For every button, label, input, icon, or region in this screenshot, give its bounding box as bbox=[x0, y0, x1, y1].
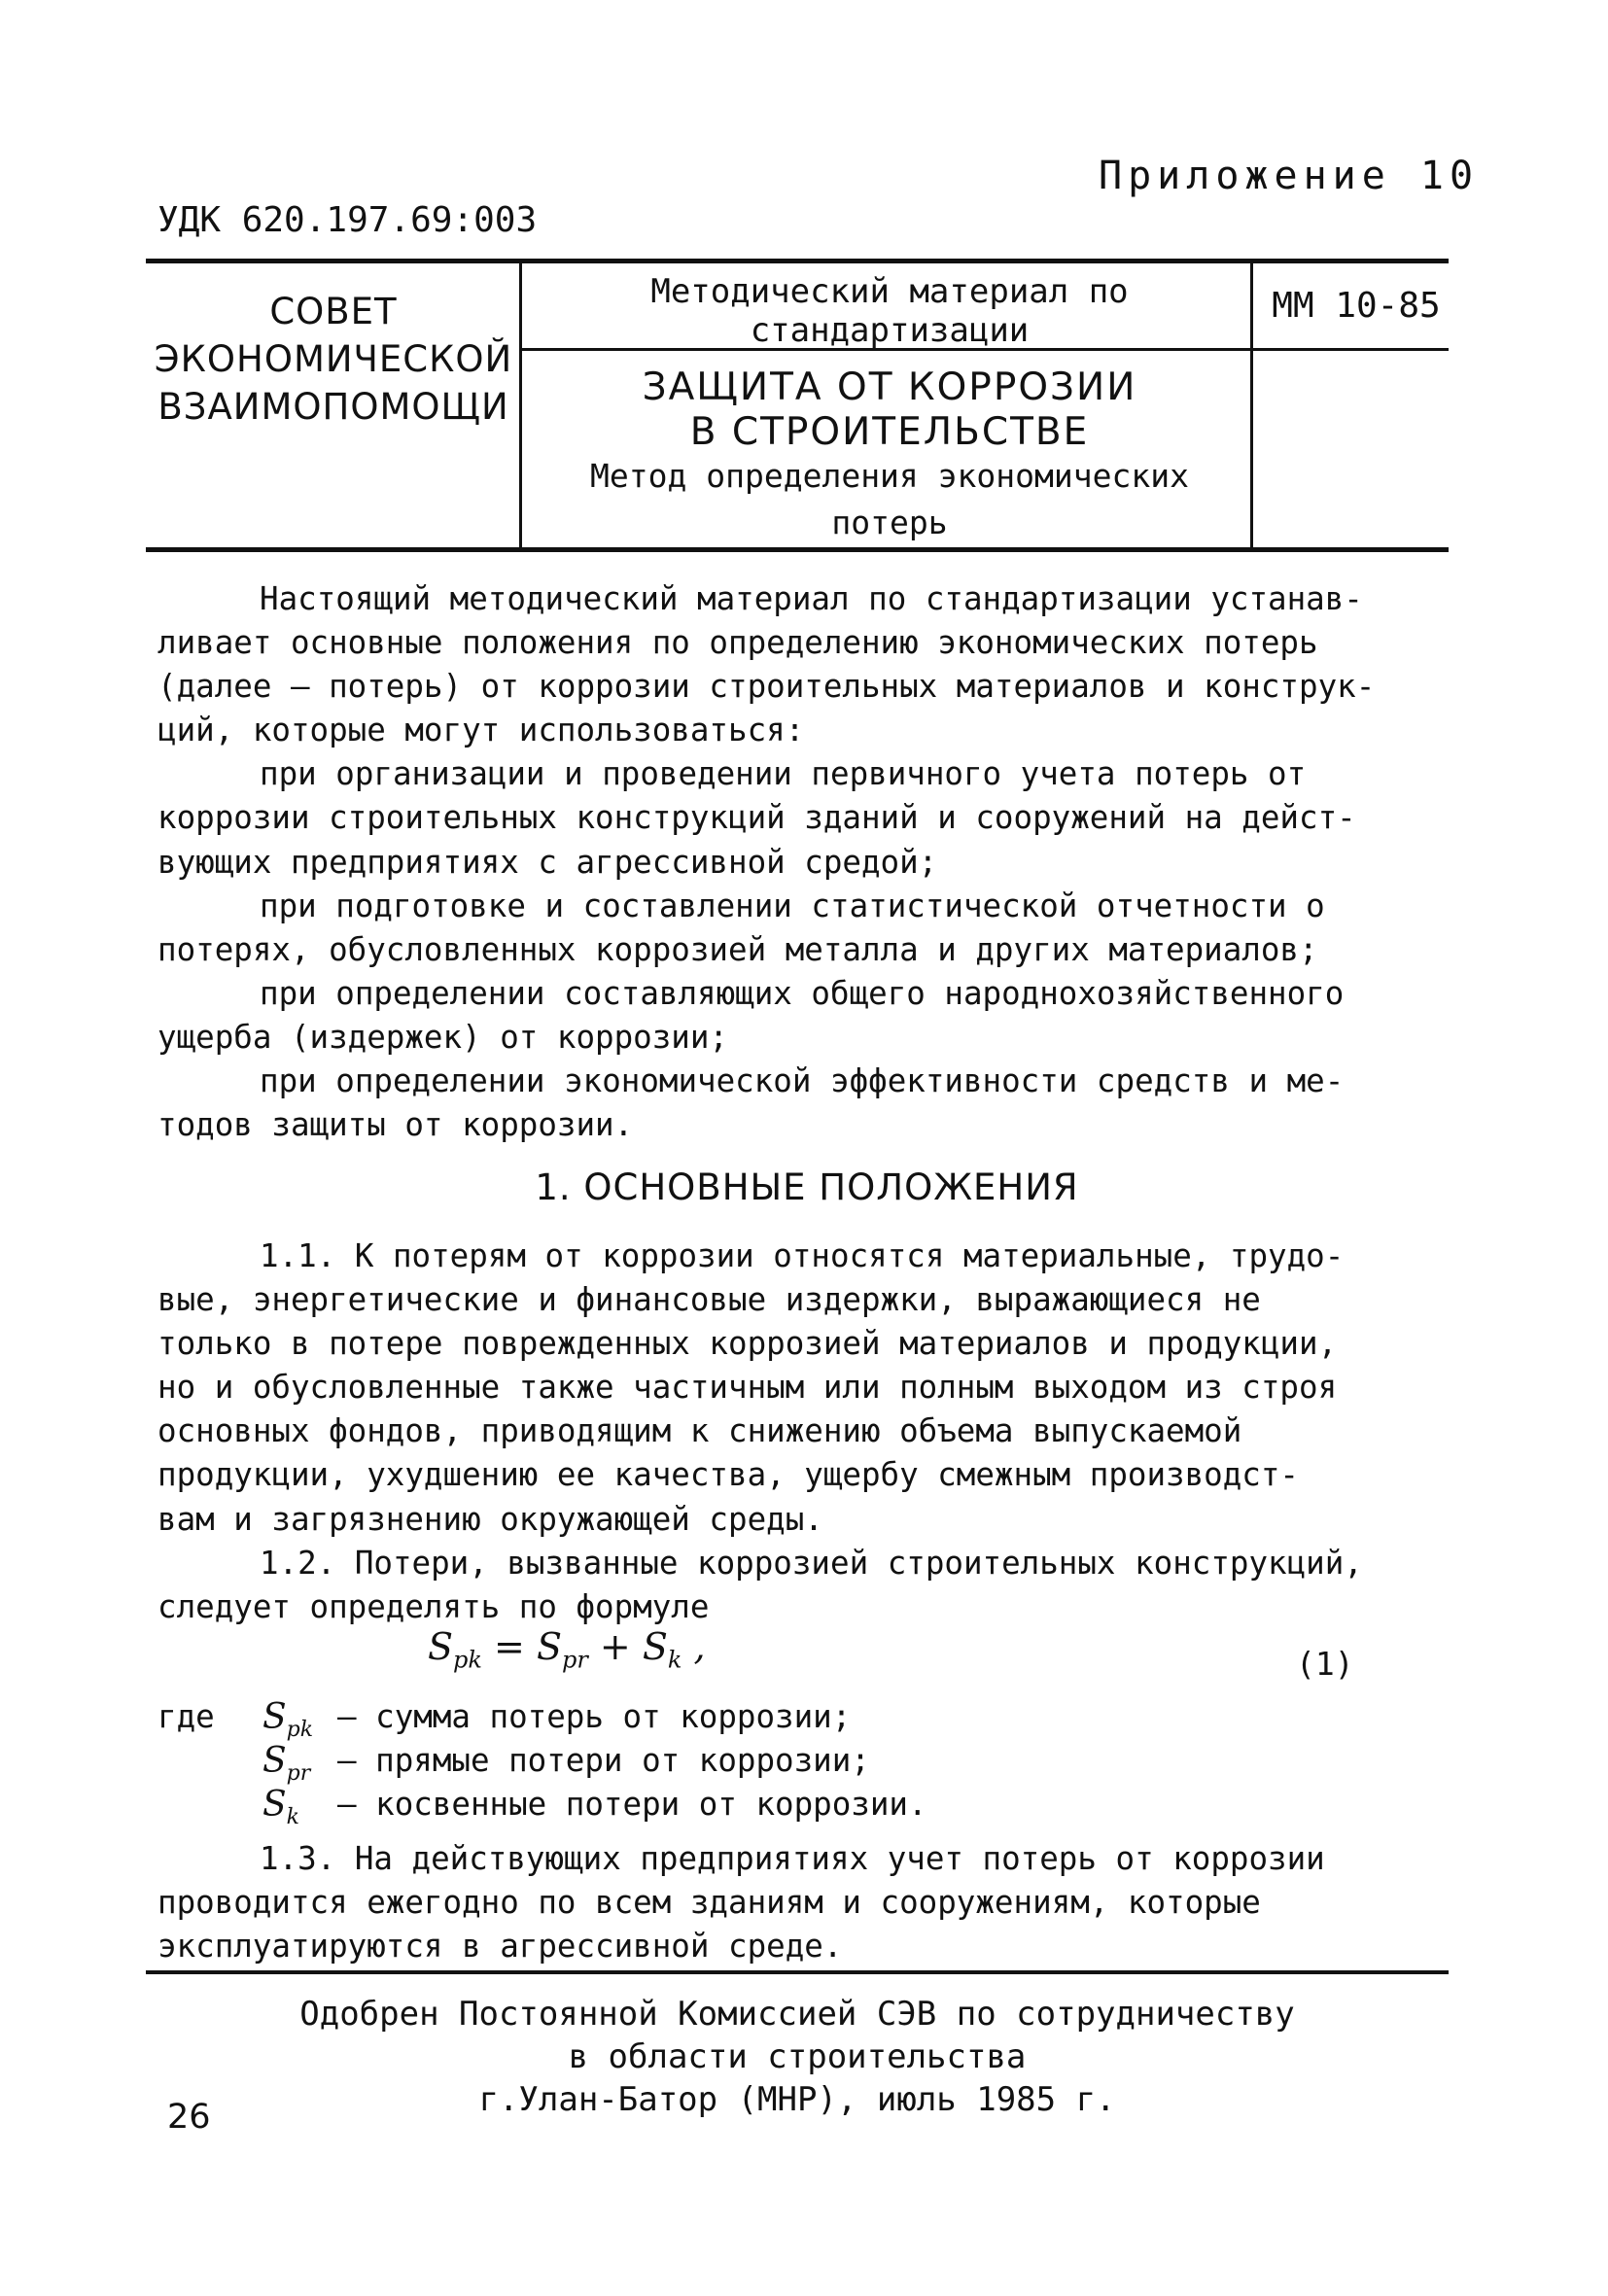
text-line: 1.3. На действующих предприятиях учет потерь от коррозии bbox=[260, 1840, 1325, 1877]
formula-symbol: S bbox=[536, 1625, 562, 1668]
text-line: вующих предприятиях с агрессивной средой; bbox=[157, 843, 938, 881]
text-line: коррозии строительных конструкций зданий и сооружений на дейст- bbox=[157, 799, 1356, 837]
title-line: В СТРОИТЕЛЬСТВЕ bbox=[689, 410, 1090, 454]
text-line: ливает основные положения по определению экономических потерь bbox=[157, 624, 1318, 662]
text-line: при определении составляющих общего народнохозяйственного bbox=[260, 974, 1345, 1012]
where-word: где bbox=[157, 1698, 215, 1735]
material-type-line: стандартизации bbox=[750, 311, 1030, 350]
intro-text bbox=[157, 577, 1456, 1147]
text-line: проводится ежегодно по всем зданиям и сооружениям, которые bbox=[157, 1884, 1261, 1922]
symbol-letter: S bbox=[262, 1697, 287, 1737]
text-line: вые, энергетические и финансовые издержки, выражающиеся не bbox=[157, 1281, 1261, 1319]
text-line: (далее – потерь) от коррозии строительных материалов и конструк- bbox=[157, 668, 1376, 706]
council-line: СОВЕТ bbox=[269, 291, 398, 332]
text-line: при определении экономической эффективности средств и ме- bbox=[260, 1062, 1345, 1100]
council-line: ВЗАИМОПОМОЩИ bbox=[157, 386, 509, 428]
definition-symbol bbox=[262, 1783, 299, 1839]
definition-text: – косвенные потери от коррозии. bbox=[337, 1786, 927, 1823]
approval-line: Одобрен Постоянной Комиссией СЭВ по сотрудничеству bbox=[299, 1995, 1295, 2034]
material-type-line: Методический материал по bbox=[650, 272, 1129, 311]
approval-note bbox=[146, 1993, 1449, 2121]
subtitle-line: потерь bbox=[831, 504, 948, 541]
symbol-subscript: k bbox=[286, 1805, 300, 1830]
council-name bbox=[146, 288, 521, 431]
symbol-letter: S bbox=[262, 1785, 287, 1825]
appendix-label: Приложение 10 bbox=[1099, 154, 1480, 198]
definition-text: – сумма потерь от коррозии; bbox=[337, 1698, 852, 1735]
document-title bbox=[525, 365, 1254, 455]
text-line: тодов защиты от коррозии. bbox=[157, 1106, 634, 1144]
text-line: Настоящий методический материал по стандартизации устанав- bbox=[260, 580, 1363, 617]
definition-text: – прямые потери от коррозии; bbox=[337, 1742, 870, 1779]
udk-code: УДК 620.197.69:003 bbox=[157, 200, 538, 240]
title-line: ЗАЩИТА ОТ КОРРОЗИИ bbox=[642, 365, 1137, 409]
header-table bbox=[146, 259, 1449, 552]
formula-subscript: k bbox=[667, 1646, 682, 1674]
material-type bbox=[525, 272, 1254, 350]
page-number: 26 bbox=[167, 2098, 211, 2137]
formula-symbol: S bbox=[428, 1625, 454, 1668]
council-line: ЭКОНОМИЧЕСКОЙ bbox=[154, 338, 513, 380]
text-line: потерях, обусловленных коррозией металла и других материалов; bbox=[157, 930, 1318, 968]
text-line: основных фондов, приводящим к снижению объема выпускаемой bbox=[157, 1412, 1242, 1450]
approval-line: г.Улан-Батор (МНР), июль 1985 г. bbox=[478, 2080, 1116, 2119]
text-line: при организации и проведении первичного учета потерь от bbox=[260, 755, 1307, 793]
text-line: эксплуатируются в агрессивной среде. bbox=[157, 1928, 843, 1966]
formula bbox=[428, 1625, 706, 1674]
text-line: следует определять по формуле bbox=[157, 1587, 710, 1625]
text-line: 1.1. К потерям от коррозии относятся материальные, трудо- bbox=[260, 1237, 1345, 1274]
definition-row bbox=[157, 1739, 1456, 1787]
formula-subscript: pk bbox=[453, 1646, 482, 1674]
text-line: ущерба (издержек) от коррозии; bbox=[157, 1018, 728, 1056]
approval-line: в области строительства bbox=[568, 2037, 1027, 2076]
section-heading: 1. ОСНОВНЫЕ ПОЛОЖЕНИЯ bbox=[535, 1166, 1079, 1208]
definition-row bbox=[157, 1695, 1456, 1743]
subtitle-line: Метод определения экономических bbox=[590, 457, 1189, 495]
text-line: 1.2. Потери, вызванные коррозией строительных конструкций, bbox=[260, 1544, 1363, 1582]
symbol-letter: S bbox=[262, 1741, 287, 1781]
footer-rule bbox=[146, 1970, 1449, 1974]
symbol-definitions bbox=[157, 1695, 1456, 1830]
document-subtitle bbox=[525, 453, 1254, 546]
formula-operator: + bbox=[587, 1625, 643, 1668]
definition-row bbox=[157, 1783, 1456, 1830]
formula-subscript: pr bbox=[562, 1646, 588, 1674]
text-line: только в потере поврежденных коррозией материалов и продукции, bbox=[157, 1325, 1338, 1363]
text-line: ций, которые могут использоваться: bbox=[157, 712, 805, 749]
symbol-subscript: pk bbox=[286, 1718, 314, 1743]
section-text bbox=[157, 1235, 1456, 1629]
text-line: но и обусловленные также частичным или полным выходом из строя bbox=[157, 1369, 1338, 1407]
formula-tail: , bbox=[682, 1625, 706, 1668]
table-bottom-rule bbox=[146, 547, 1449, 552]
symbol-subscript: pr bbox=[286, 1761, 311, 1787]
document-code: ММ 10-85 bbox=[1272, 286, 1441, 326]
text-line: продукции, ухудшению ее качества, ущербу смежным производст- bbox=[157, 1456, 1299, 1494]
equation-number: (1) bbox=[1296, 1645, 1354, 1683]
text-line: при подготовке и составлении статистической отчетности о bbox=[260, 887, 1325, 924]
paragraph-1-3 bbox=[157, 1837, 1456, 1968]
table-top-rule bbox=[146, 259, 1449, 263]
text-line: вам и загрязнению окружающей среды. bbox=[157, 1500, 823, 1538]
formula-operator: = bbox=[481, 1625, 537, 1668]
formula-symbol: S bbox=[642, 1625, 668, 1668]
